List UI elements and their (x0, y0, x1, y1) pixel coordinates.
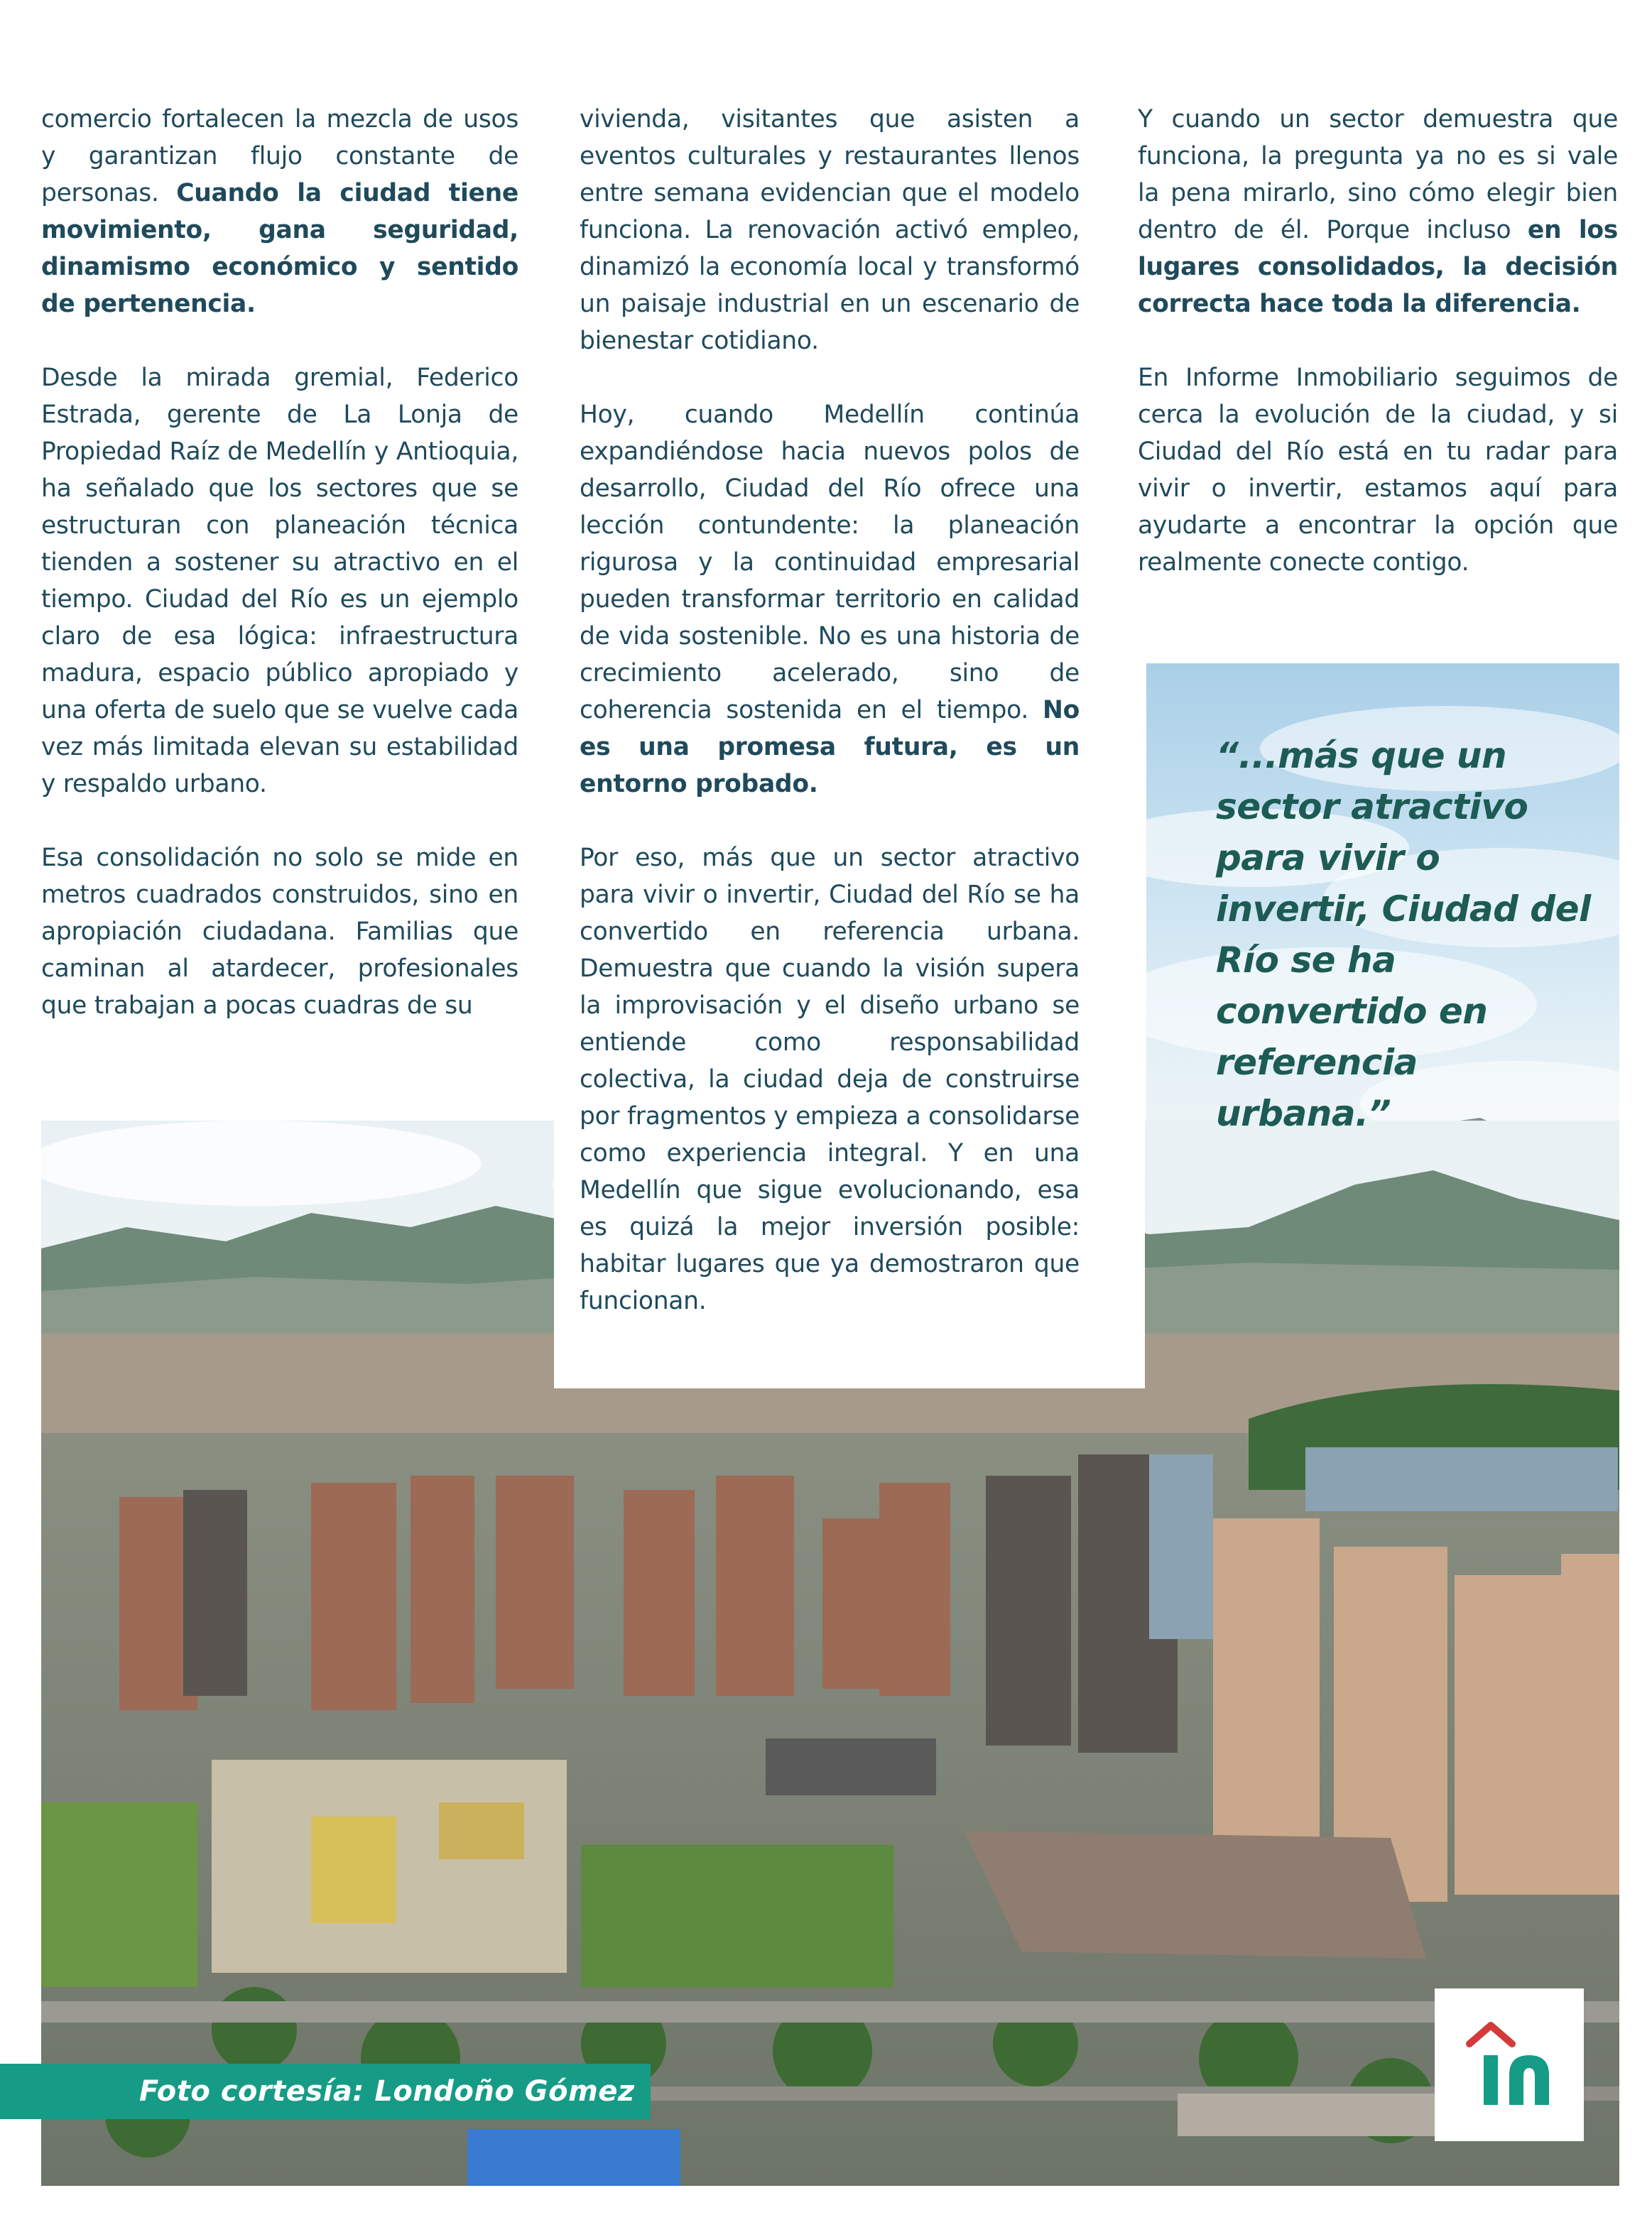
paragraph: Y cuando un sector demuestra que funciona, la pregunta ya no es si vale la pena mirarlo, sino cómo elegir bien dentro de él. Porque incluso en los lugares consolidados, la decisión correcta hace toda la diferencia. (1138, 105, 1619, 318)
paragraph: Por eso, más que un sector atractivo para vivir o invertir, Ciudad del Río se ha convertido en referencia urbana. Demuestra que cuando la visión supera la improvisación y el diseño urbano se entiende como responsabilidad colectiva, la ciudad deja de construirse por fragmentos y empieza a consolidarse como experiencia integral. Y en una Medellín que sigue evolucionando, esa es quizá la mejor inversión posible: habitar lugares que ya demostraron que funcionan. (580, 844, 1080, 1315)
photo-caption: Foto cortesía: Londoño Gómez (139, 2075, 635, 2108)
photo-caption-bar (0, 2064, 651, 2119)
bold-highlight: No es una promesa futura, es un entorno probado. (580, 696, 1080, 798)
bold-highlight: Cuando la ciudad tiene movimiento, gana seguridad, dinamismo económico y sentido de pertenencia. (41, 179, 518, 318)
article-column-3 (1138, 101, 1618, 618)
article-column-1 (41, 101, 518, 1061)
paragraph: En Informe Inmobiliario seguimos de cerca la evolución de la ciudad, y si Ciudad del Río está en tu radar para vivir o invertir, estamos aquí para ayudarte a encontrar la opción que realmente conecte contigo. (1138, 364, 1618, 577)
informe-inmobiliario-logo-icon (1460, 2015, 1559, 2115)
paragraph: Esa consolidación no solo se mide en metros cuadrados construidos, sino en apropiación ciudadana. Familias que caminan al atardecer, profesionales que trabajan a pocas cuadras de su (41, 844, 518, 1020)
paragraph: Hoy, cuando Medellín continúa expandiéndose hacia nuevos polos de desarrollo, Ciudad del Río ofrece una lección contundente: la planeación rigurosa y la continuidad empresarial pueden transformar territorio en calidad de vida sostenible. No es una historia de crecimiento acelerado, sino de coherencia sostenida en el tiempo. No es una promesa futura, es un entorno probado. (580, 401, 1080, 798)
pull-quote: “...más que un sector atractivo para vivir o invertir, Ciudad del Río se ha convertido en referencia urbana.” (1216, 735, 1591, 1134)
brand-logo (1435, 1988, 1584, 2141)
bold-highlight: en los lugares consolidados, la decisión correcta hace toda la diferencia. (1138, 216, 1619, 318)
paragraph: Desde la mirada gremial, Federico Estrada, gerente de La Lonja de Propiedad Raíz de Medellín y Antioquia, ha señalado que los sectores que se estructuran con planeación técnica tienden a sostener su atractivo en el tiempo. Ciudad del Río es un ejemplo claro de esa lógica: infraestructura madura, espacio público apropiado y una oferta de suelo que se vuelve cada vez más limitada elevan su estabilidad y respaldo urbano. (41, 364, 518, 798)
article-column-2 (580, 101, 1080, 1356)
paragraph: comercio fortalecen la mezcla de usos y garantizan flujo constante de personas. Cuando la ciudad tiene movimiento, gana seguridad, dinamismo económico y sentido de pertenencia. (41, 105, 518, 318)
paragraph: vivienda, visitantes que asisten a eventos culturales y restaurantes llenos entre semana evidencian que el modelo funciona. La renovación activó empleo, dinamizó la economía local y transformó un paisaje industrial en un escenario de bienestar cotidiano. (580, 105, 1080, 355)
